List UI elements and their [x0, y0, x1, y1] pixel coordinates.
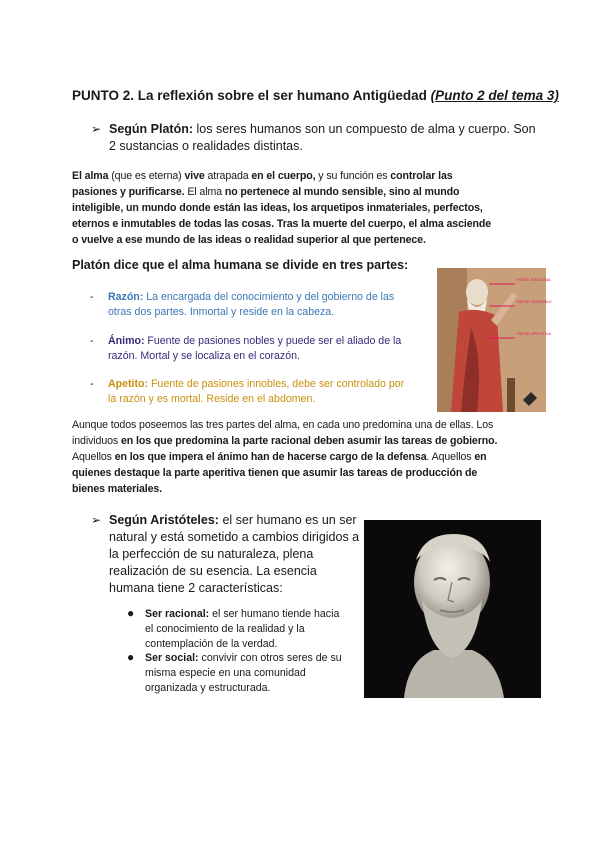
plato-figure-illustration: [437, 268, 552, 412]
platon-text-2: 2 sustancias o realidades distintas.: [109, 139, 303, 153]
alma-text: pasiones y purificarse.: [72, 186, 185, 198]
dash-marker: -: [90, 291, 94, 303]
bullet-dot-icon: ●: [127, 606, 135, 620]
aristoteles-text: realización de su esencia. La esencia: [109, 564, 317, 578]
parte-text: Fuente de pasiones nobles y puede ser el aliado de la: [144, 335, 402, 347]
aristoteles-text: natural y está sometido a cambios dirigidos a: [109, 530, 360, 544]
alma-text: atrapada: [204, 170, 252, 182]
individuos-line-1: Aunque todos poseemos las tres partes del alma, en cada uno predomina una de ellas. Los: [72, 419, 494, 431]
parte-text: la razón y es mortal. Reside en el abdomen.: [108, 393, 316, 405]
individuos-line-5: bienes materiales.: [72, 483, 163, 495]
aristoteles-bust-image: [364, 520, 541, 698]
caracteristica-social: [127, 650, 360, 696]
alma-line-3: inteligible, un mundo donde están las ideas, los arquetipos inmateriales, perfectos,: [72, 202, 483, 214]
parte-text: Fuente de pasiones innobles, debe ser controlado por: [148, 378, 405, 390]
aristoteles-label: Según Aristóteles:: [109, 513, 219, 527]
label-parte-irascible: PARTE IRASCIBLE: [517, 299, 552, 304]
parte-text: otras dos partes. Inmortal y reside en la cabeza.: [108, 306, 335, 318]
arrow-bullet-icon: ➢: [91, 122, 102, 136]
platon-label: Según Platón:: [109, 122, 194, 136]
individuos-text: en los que predomina la parte racional deben asumir las tareas de gobierno.: [120, 435, 498, 447]
dash-marker: -: [90, 378, 94, 390]
parte-animo: [90, 334, 423, 364]
individuos-text: en los que impera el ánimo han de hacerse cargo de la defensa: [114, 451, 427, 463]
individuos-text: individuos: [72, 435, 121, 447]
caracteristica-text: misma especie en una comunidad: [145, 667, 306, 679]
individuos-line-2: [72, 433, 542, 449]
page-title: [72, 88, 559, 103]
parte-apetito: [90, 377, 423, 407]
alma-line-5: o vuelve a ese mundo de las ideas o realidad superior al que pertenece.: [72, 234, 426, 246]
parte-name: Ánimo:: [108, 335, 145, 347]
alma-text: controlar las: [390, 170, 453, 182]
alma-text: El alma: [72, 170, 109, 182]
bust-illustration: [364, 520, 541, 698]
alma-paragraph: [72, 168, 532, 248]
alma-text: El alma: [184, 186, 225, 198]
title-reference: (Punto 2 del tema 3): [430, 88, 559, 103]
caracteristica-racional: [127, 606, 360, 652]
individuos-line-3: [72, 449, 542, 465]
alma-text: en el cuerpo,: [251, 170, 316, 182]
caracteristica-text: el conocimiento de la realidad y la: [145, 623, 305, 635]
parte-text: razón. Mortal y se localiza en el corazón.: [108, 350, 300, 362]
parte-razon: [90, 290, 423, 320]
partes-heading: Platón dice que el alma humana se divide en tres partes:: [72, 258, 409, 272]
caracteristica-name: Ser racional:: [145, 608, 210, 620]
parte-text: La encargada del conocimiento y del gobierno de las: [143, 291, 395, 303]
alma-text: y su función es: [315, 170, 391, 182]
caracteristica-text: organizada y estructurada.: [145, 682, 271, 694]
aristoteles-text: humana tiene 2 características:: [109, 581, 283, 595]
title-main: PUNTO 2. La reflexión sobre el ser humano Antigüedad: [72, 88, 427, 103]
dash-marker: -: [90, 335, 94, 347]
individuos-text: . Aquellos: [426, 451, 475, 463]
platon-bullet: [91, 121, 536, 138]
individuos-text: en: [474, 451, 487, 463]
arrow-bullet-icon: ➢: [91, 513, 102, 527]
caracteristica-text: el ser humano tiende hacia: [209, 608, 340, 620]
alma-line-4: eternos e inmutables de todas las cosas. Tras la muerte del cuerpo, el alma asciende: [72, 218, 492, 230]
individuos-text: Aquellos: [72, 451, 115, 463]
individuos-paragraph: [72, 417, 542, 497]
caracteristica-name: Ser social:: [145, 652, 199, 664]
bullet-dot-icon: ●: [127, 650, 135, 664]
plato-image: [437, 268, 552, 412]
alma-text: no pertenece al mundo sensible, sino al mundo: [224, 186, 460, 198]
aristoteles-text: la perfección de su naturaleza, plena: [109, 547, 314, 561]
alma-line-2: [72, 184, 532, 200]
caracteristica-text: contemplación de la verdad.: [145, 638, 278, 650]
aristoteles-bullet: [91, 512, 361, 529]
alma-line-1: [72, 168, 532, 184]
label-parte-apetitiva: PARTE APETITIVA: [517, 331, 552, 336]
alma-text: vive: [184, 170, 205, 182]
parte-name: Razón:: [108, 291, 144, 303]
aristoteles-text: el ser humano es un ser: [218, 513, 357, 527]
platon-text-1: los seres humanos son un compuesto de alma y cuerpo. Son: [193, 122, 536, 136]
alma-text: (que es eterna): [108, 170, 185, 182]
parte-name: Apetito:: [108, 378, 149, 390]
caracteristica-text: convivir con otros seres de su: [198, 652, 342, 664]
label-parte-racional: PARTE RACIONAL: [517, 277, 552, 282]
individuos-line-4: quienes destaque la parte aperitiva tienen que asumir las tareas de producción de: [72, 467, 478, 479]
